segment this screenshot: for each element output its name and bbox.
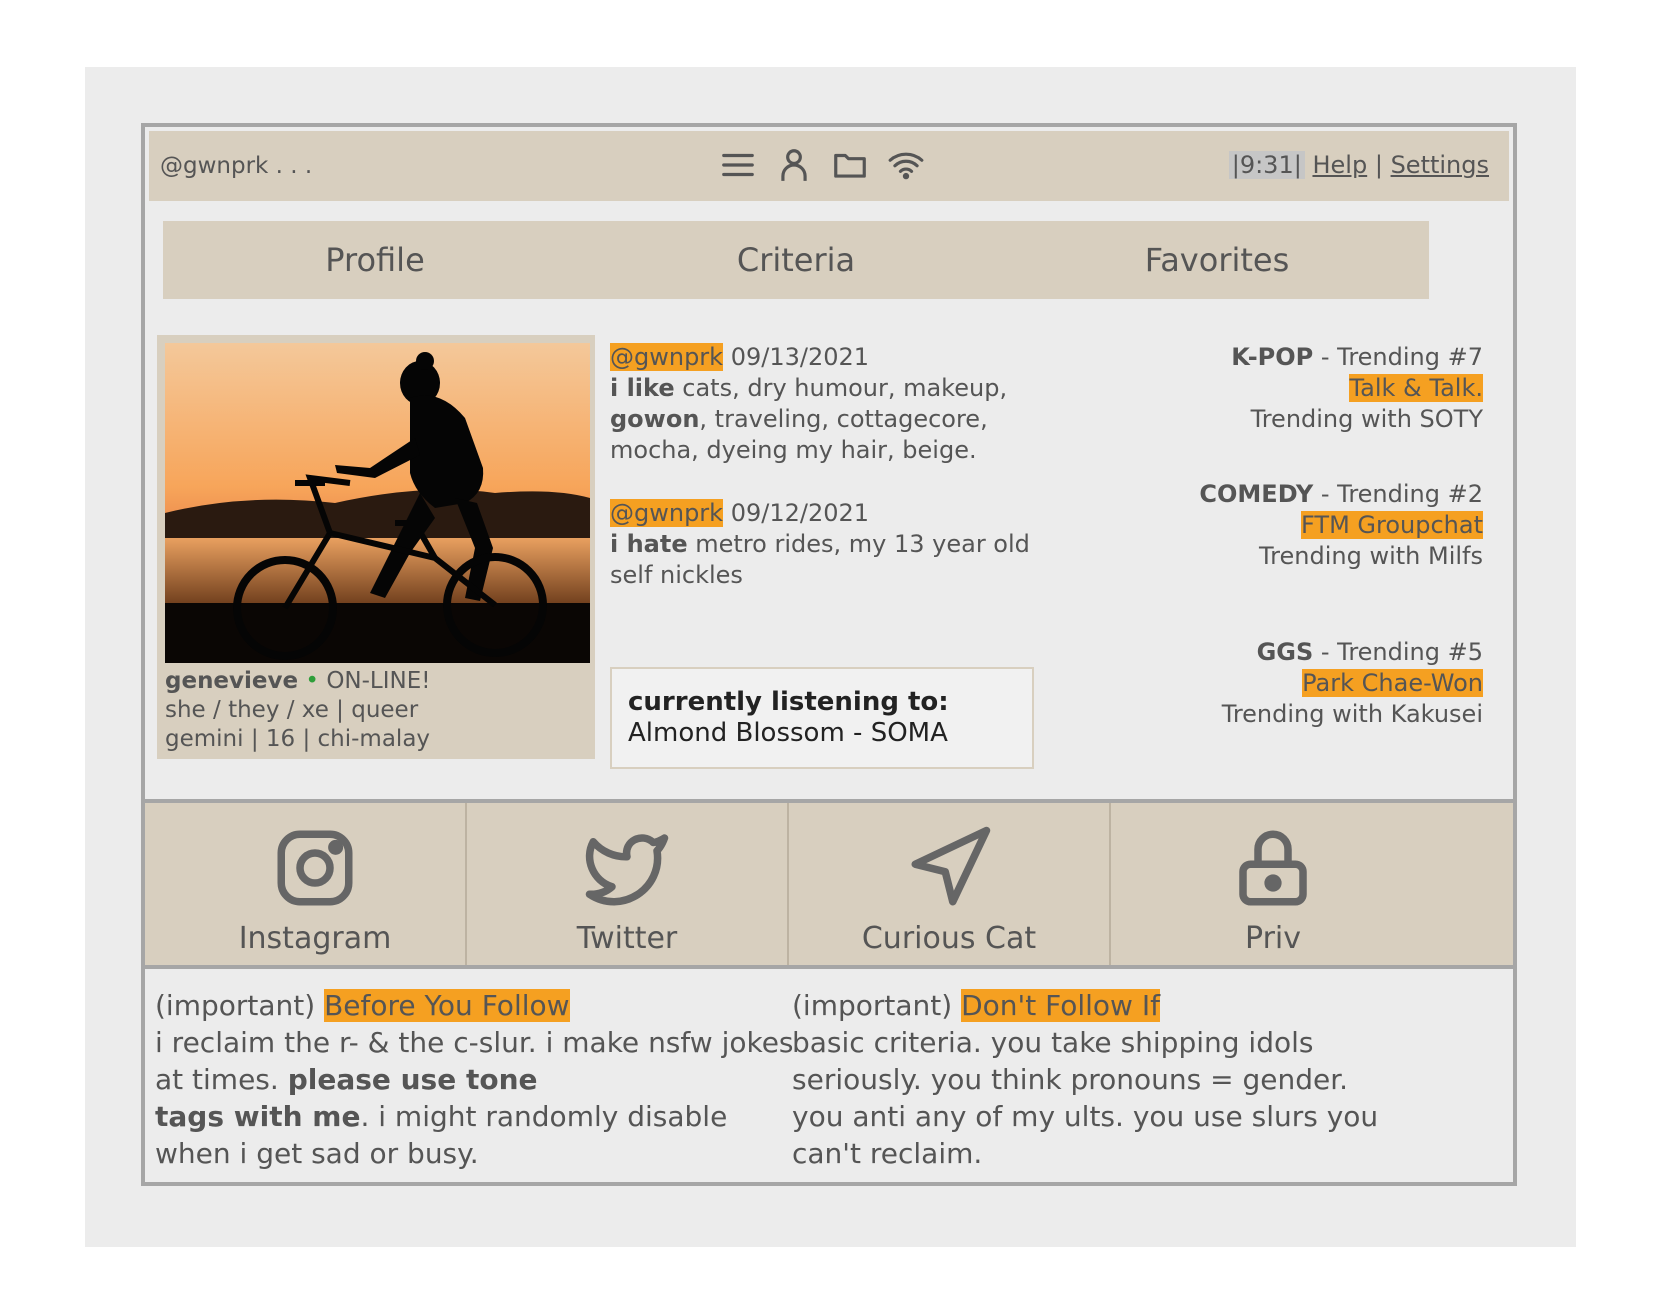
separator: | — [1374, 151, 1383, 179]
twitter-label: Twitter — [576, 921, 678, 956]
user-icon[interactable] — [775, 146, 813, 188]
instagram-link[interactable] — [145, 803, 485, 965]
profile-card — [157, 335, 595, 759]
now-playing-track: Almond Blossom - SOMA — [628, 718, 948, 748]
folder-icon[interactable] — [831, 146, 869, 188]
send-icon — [904, 823, 994, 913]
favorite-category: COMEDY — [1199, 480, 1314, 508]
before-you-follow-notice: (important) Before You Follow i reclaim the r- & the c-slur. i make nsfw jokes at times. please use tone tags with me. i might randomly disable when i get sad or busy. — [155, 989, 794, 1170]
favorite-highlight[interactable]: Park Chae-Won — [1302, 669, 1483, 697]
instagram-icon — [270, 823, 360, 913]
username-label: @gwnprk . . . — [160, 153, 313, 179]
favorite-sub: Trending with Kakusei — [1221, 700, 1483, 728]
profile-name: genevieve — [165, 668, 299, 694]
post-date: 09/13/2021 — [730, 343, 870, 371]
online-status: ON-LINE! — [326, 668, 431, 694]
favorite-trend: - Trending #5 — [1313, 638, 1483, 666]
favorite-item — [1063, 637, 1483, 730]
criteria-posts — [610, 342, 1050, 591]
lock-icon — [1228, 823, 1318, 913]
now-playing-box — [610, 667, 1034, 769]
curious-cat-label: Curious Cat — [861, 921, 1037, 956]
favorite-trend: - Trending #2 — [1313, 480, 1483, 508]
favorite-category: GGS — [1256, 638, 1314, 666]
instagram-label: Instagram — [238, 921, 392, 956]
tab-profile[interactable]: Profile — [163, 221, 587, 299]
profile-window — [141, 123, 1517, 1186]
online-dot: • — [305, 668, 319, 694]
favorite-trend: - Trending #7 — [1313, 343, 1483, 371]
favorite-sub: Trending with SOTY — [1250, 405, 1483, 433]
now-playing-label: currently listening to: — [628, 687, 949, 717]
favorite-item — [1063, 479, 1483, 572]
priv-link[interactable] — [1103, 803, 1443, 965]
favorite-highlight[interactable]: Talk & Talk. — [1349, 374, 1483, 402]
top-bar — [149, 131, 1509, 201]
post-body: i like cats, dry humour, makeup, gowon, traveling, cottagecore, mocha, dyeing my hair, beige. — [610, 374, 1008, 464]
post-handle[interactable]: @gwnprk — [610, 343, 724, 371]
social-links-bar — [145, 799, 1513, 969]
menu-icon[interactable] — [719, 146, 757, 188]
post-handle[interactable]: @gwnprk — [610, 499, 724, 527]
dont-follow-if-notice: (important) Don't Follow If basic criteria. you take shipping idols seriously. you think pronouns = gender. you anti any of my ults. you use slurs you can't reclaim. — [792, 989, 1379, 1170]
post — [610, 498, 1050, 591]
wifi-icon[interactable] — [887, 146, 925, 188]
help-link[interactable]: Help — [1312, 151, 1368, 179]
clock: |9:31| — [1229, 151, 1305, 179]
twitter-link[interactable] — [457, 803, 797, 965]
post-date: 09/12/2021 — [730, 499, 870, 527]
twitter-icon — [582, 823, 672, 913]
post — [610, 342, 1050, 466]
post-body: i hate metro rides, my 13 year old self nickles — [610, 530, 1030, 589]
profile-pronouns: she / they / xe | queer — [165, 697, 419, 723]
profile-info — [165, 667, 430, 754]
notice-title: Don't Follow If — [961, 989, 1160, 1022]
favorite-sub: Trending with Milfs — [1259, 542, 1483, 570]
curious-cat-link[interactable] — [779, 803, 1119, 965]
favorite-highlight[interactable]: FTM Groupchat — [1301, 511, 1483, 539]
settings-link[interactable]: Settings — [1390, 151, 1489, 179]
notice-title: Before You Follow — [324, 989, 570, 1022]
profile-photo — [165, 343, 590, 663]
tab-favorites[interactable]: Favorites — [1005, 221, 1429, 299]
top-right-menu — [1229, 151, 1489, 179]
priv-label: Priv — [1245, 921, 1301, 956]
favorite-item — [1063, 342, 1483, 435]
top-icons — [719, 145, 925, 189]
tab-criteria[interactable]: Criteria — [584, 221, 1008, 299]
profile-name-line — [165, 667, 430, 696]
profile-details: gemini | 16 | chi-malay — [165, 726, 431, 752]
favorite-category: K-POP — [1231, 343, 1314, 371]
